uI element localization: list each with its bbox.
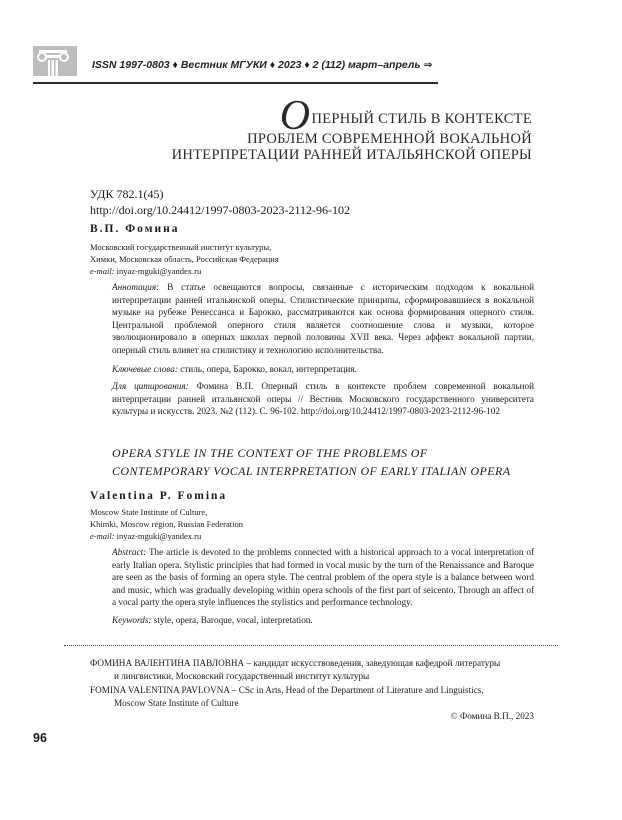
doi-link[interactable]: http://doi.org/10.24412/1997-0803-2023-2112-96-102 [90,203,350,217]
citation-ru: Для цитирования: Фомина В.П. Оперный стиль в контексте проблем современной вокальной интерпретации ранней итальянской оперы // Вестник Московского государственного университета культуры и искусств. 2023. №2 (112). С. 96-102. http://doi.org/10.24412/1997-0803-2023-2112-96-102 [112,381,534,417]
author-name-en: Valentina P. Fomina [90,490,228,502]
header-rule [33,82,438,84]
header-text: ISSN 1997-0803 ♦ Вестник МГУКИ ♦ 2023 ♦ 2 (112) март–апрель ⇒ [92,59,433,71]
title-initial: О [279,93,311,139]
udk-block [90,186,350,218]
ionic-column-icon [33,46,77,76]
bio-ru: ФОМИНА ВАЛЕНТИНА ПАВЛОВНА – кандидат искусствоведения, заведующая кафедрой литературы и лингвистики, Московский государственный институт культуры [90,658,501,681]
title-line-3: ИНТЕРПРЕТАЦИИ РАННЕЙ ИТАЛЬЯНСКОЙ ОПЕРЫ [171,147,532,163]
running-header [0,38,622,82]
author-affiliation-en: Moscow State Institute of Culture, Khimki, Moscow region, Russian Federation e-mail: inyaz-mguki@yandex.ru [90,507,243,541]
keywords-en: Keywords: style, opera, Baroque, vocal, interpretation. [112,615,313,625]
author-affiliation-ru: Московский государственный институт культуры, Химки, Московская область, Российская Федерация e-mail: inyaz-mguki@yandex.ru [90,242,279,276]
bio-en: FOMINA VALENTINA PAVLOVNA – CSc in Arts, Head of the Department of Literature and Linguistics, Moscow State Institute of Culture [90,685,484,708]
article-title-en: OPERA STYLE IN THE CONTEXT OF THE PROBLEMS OF CONTEMPORARY VOCAL INTERPRETATION OF EARLY ITALIAN OPERA [112,446,511,478]
title-line-1: ОПЕРНЫЙ СТИЛЬ В КОНТЕКСТЕ [279,93,532,139]
email-link-en[interactable]: inyaz-mguki@yandex.ru [116,531,202,541]
abstract-ru: Аннотация: В статье освещаются вопросы, связанные с историческим подходом к вокальной интерпретации ранней итальянской оперы. Стилистические принципы, сформировавшиеся в вокальной музыке на рубеже Ренессанса и Барокко, рассматриваются как основа формирования оперного стиля. Центральной проблемой оперного стиля является соотношение слова и музыки, которое эволюционировало в оперных школах первой половины XVII века. Через аффект вокальной партии, оперный стиль влияет на стилистику и технологию исполнительства. [112,282,535,355]
email-link[interactable]: inyaz-mguki@yandex.ru [116,266,202,276]
author-name-ru: В.П. Фомина [90,223,180,235]
page-number: 96 [33,731,47,745]
title-line-2: ПРОБЛЕМ СОВРЕМЕННОЙ ВОКАЛЬНОЙ [247,131,532,147]
udk: УДК 782.1(45) [90,187,164,201]
footnote-divider [64,645,558,646]
copyright: © Фомина В.П., 2023 [450,711,534,721]
article-title [171,93,532,163]
abstract-en: Abstract: The article is devoted to the problems connected with a historical approach to a vocal interpretation of early Italian opera. Stylistic principles that had formed in vocal music by the turn of the Renaissance and Baroque are seen as the basis of forming an opera style. The central problem of the opera style is a balance between word and music, which was gradually developing within opera schools of the first part of seicento. Through an affect of a vocal party the opera style influences the stylistics and performance technology. [112,547,534,608]
keywords-ru: Ключевые слова: стиль, опера, Барокко, вокал, интерпретация. [112,364,357,374]
